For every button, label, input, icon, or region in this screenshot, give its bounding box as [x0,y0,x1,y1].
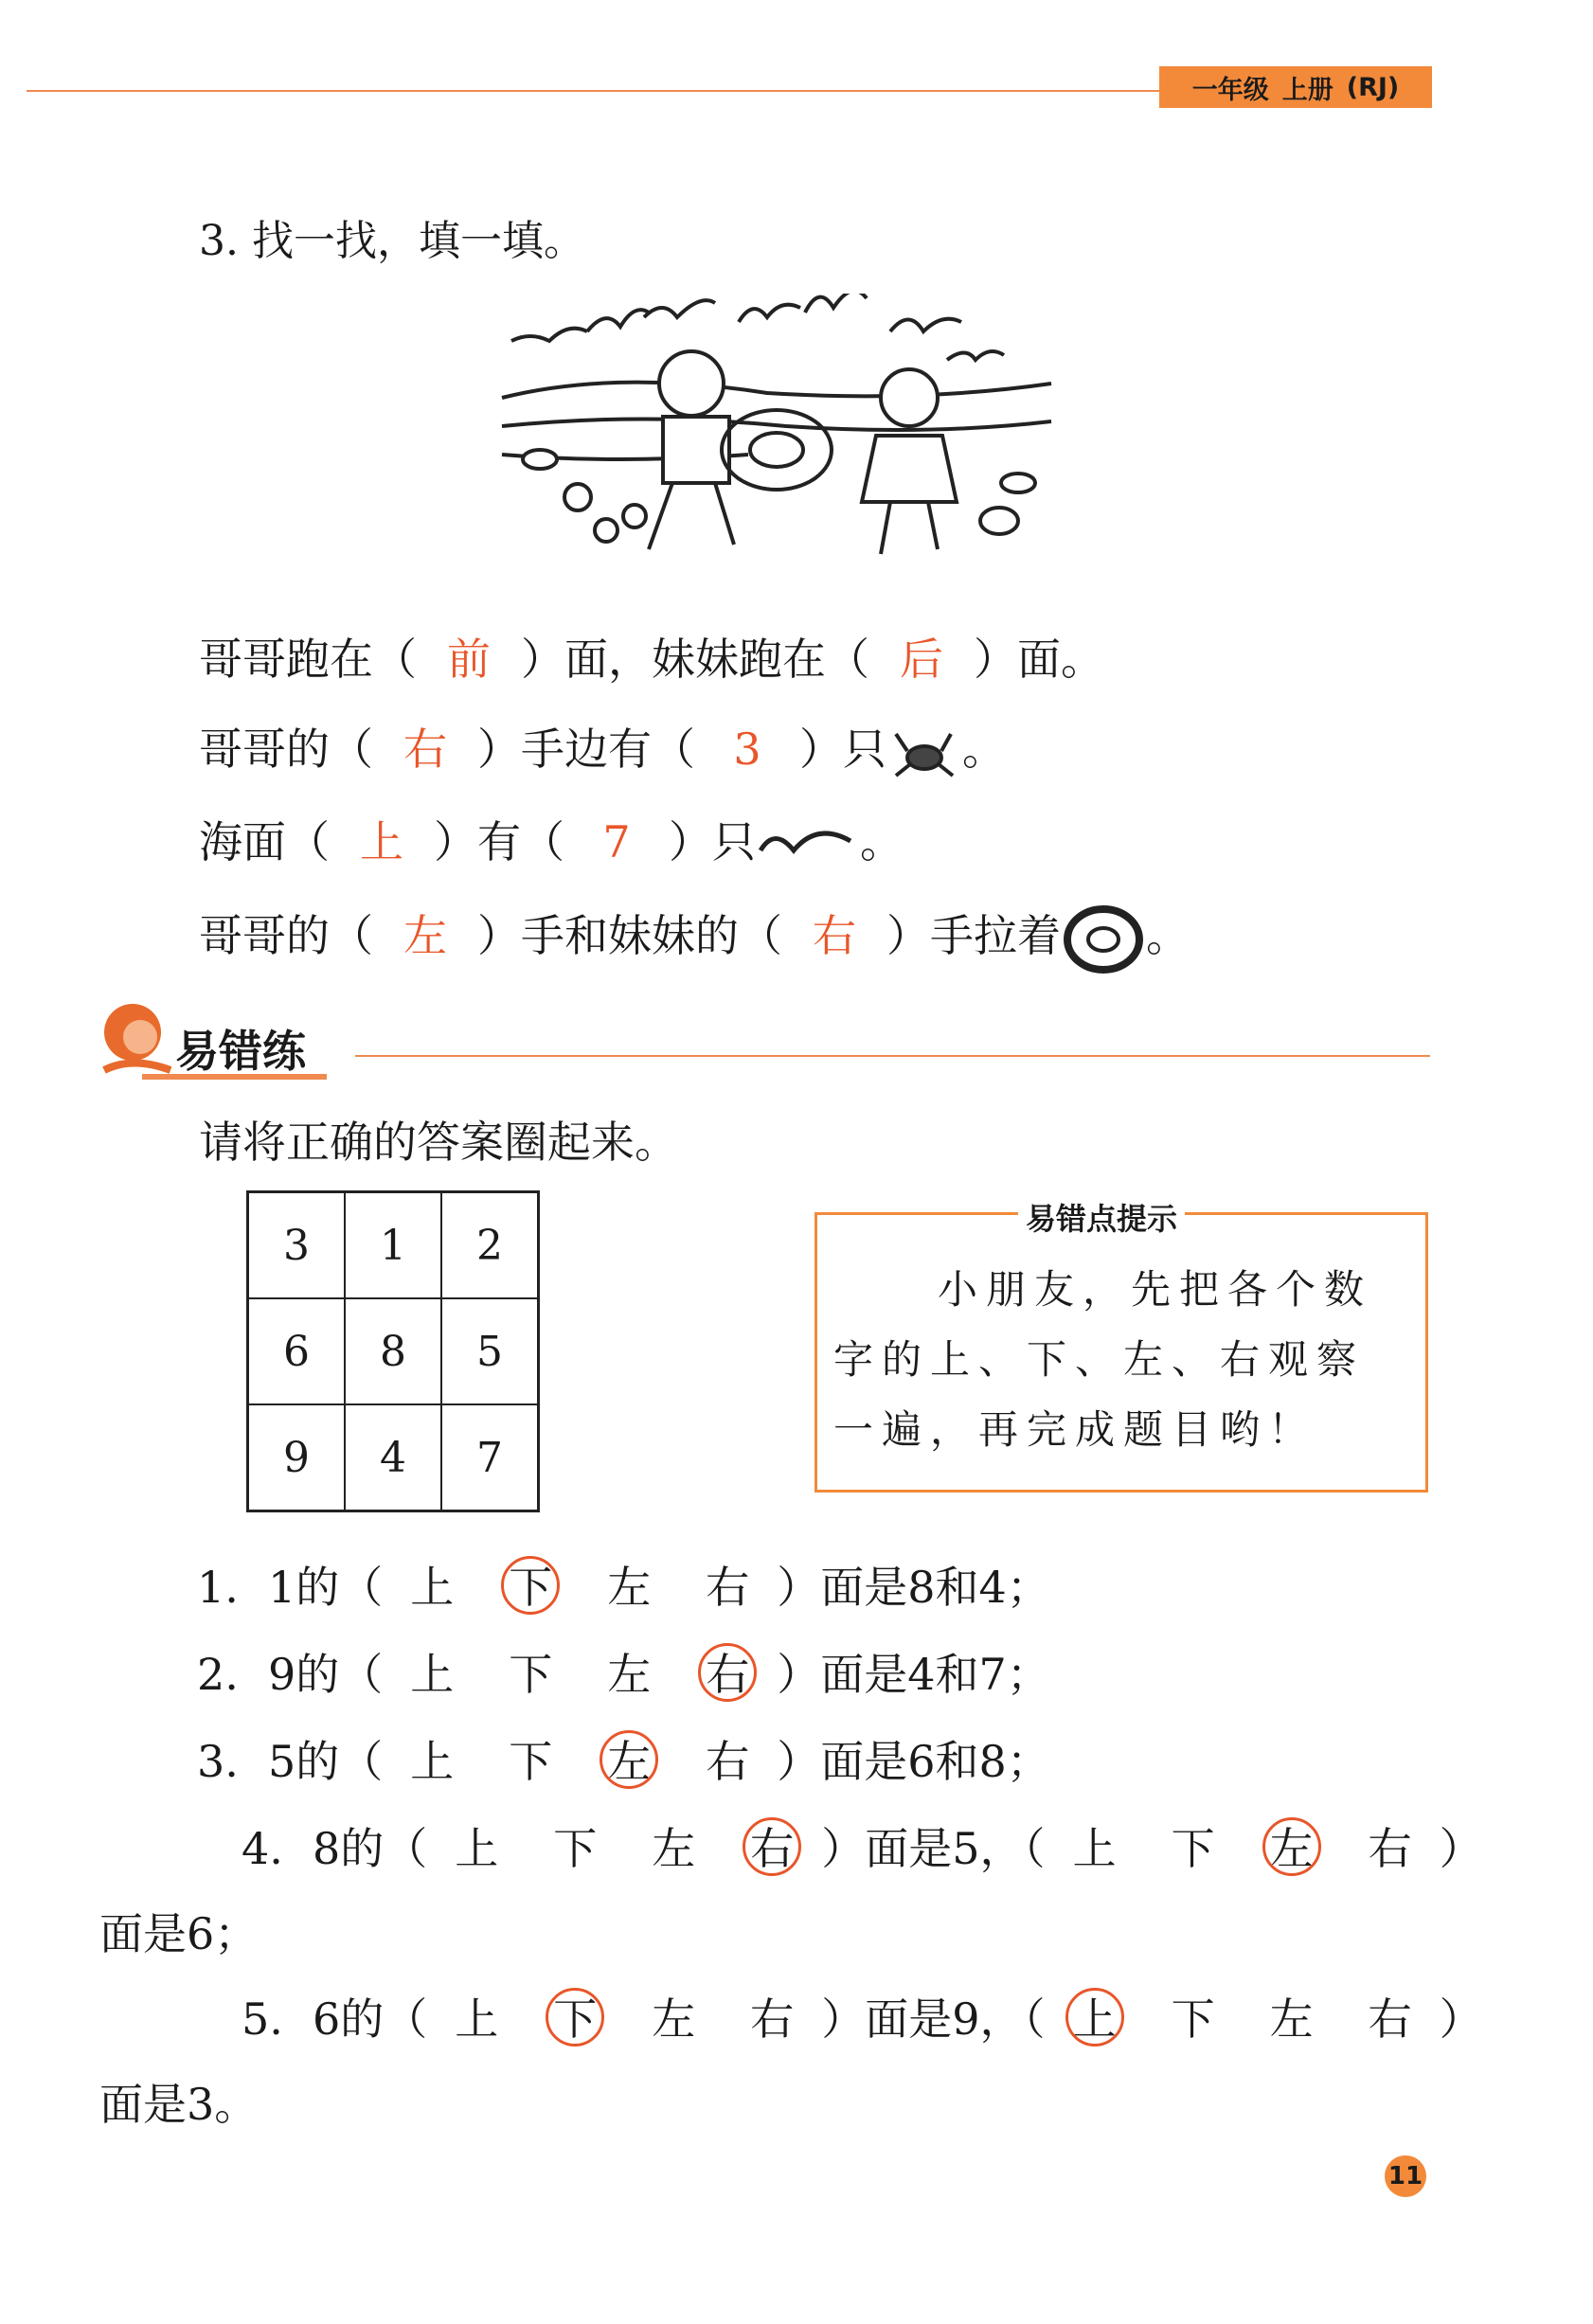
fill-line-4 [199,902,1190,975]
header-rule [27,90,1163,92]
grid-row [248,1192,539,1299]
grid-row [248,1404,539,1511]
item-line-1 [197,1553,1050,1616]
option-plain: 右 [750,1993,795,2045]
grid-cell: 8 [345,1298,441,1404]
line4-text-c: ）手拉着 [886,910,1061,961]
item-mid: ）面是5，（ [821,1823,1046,1874]
answer-crab-count: 3 [733,724,761,775]
answer-front: 前 [447,634,491,685]
seagull-1 [511,329,587,341]
option-plain: 上 [455,1993,499,2045]
item-tail: ）面是4和7； [777,1649,1050,1700]
option-plain: 上 [455,1823,499,1874]
line2-text-d: 。 [962,724,1006,775]
seagull-5 [805,294,867,313]
mascot-icon [95,994,180,1080]
option-plain: 左 [652,1823,696,1874]
edition-label: (RJ) [1346,72,1400,102]
life-ring [722,410,832,490]
item-tail: ） [1439,1993,1483,2045]
shell-icon [523,450,557,469]
option-plain: 下 [509,1736,553,1787]
section-title: 易错练 [175,1026,306,1077]
number-grid [246,1190,540,1512]
tip-text [833,1255,1411,1465]
line1-text-c: ）面。 [974,634,1104,685]
line2-text-a: 哥哥的（ [199,724,373,775]
grade-badge [1159,66,1432,108]
item-continuation-5: 面是3。 [99,2079,259,2130]
seagull-2 [587,310,649,331]
answer-right: 右 [403,724,447,775]
grid-cell: 3 [248,1192,346,1299]
option-circled: 右 [723,1815,821,1877]
option-plain: 下 [509,1649,553,1700]
grid-cell: 9 [248,1404,346,1511]
line3-text-c: ）只 [669,816,756,867]
option-circled: 右 [678,1640,777,1703]
item-subject: 6的（ [313,1993,428,2045]
item-number: 5. [242,1993,283,2045]
item-line-3 [197,1727,1050,1790]
item-number: 2. [197,1649,239,1700]
option-plain: 上 [410,1562,455,1613]
option-plain: 下 [1171,1823,1215,1874]
option-plain: 左 [607,1562,652,1613]
sister-body [862,436,957,502]
page-number: 11 [1385,2155,1426,2197]
item-subject: 1的（ [268,1562,384,1613]
item-number: 3. [197,1736,239,1787]
sister-head [881,369,938,426]
grade-label: 一年级 [1191,75,1269,105]
crab-icon-3 [595,519,618,542]
option-plain: 右 [706,1736,750,1787]
answer-right-2: 右 [813,910,856,961]
item-subject: 9的（ [268,1649,384,1700]
option-circled: 下 [526,1985,624,2047]
item-subject: 5的（ [268,1736,384,1787]
option-circled: 上 [1046,1985,1144,2047]
grid-cell: 6 [248,1298,346,1404]
tip-text-content: 小朋友，先把各个数字的上、下、左、右观察一遍，再完成题目哟！ [833,1266,1373,1453]
volume-label: 上册 [1281,75,1333,105]
line4-text-b: ）手和妹妹的（ [477,910,782,961]
stone-icon [980,508,1018,534]
answer-left: 左 [403,910,447,961]
item-tail: ） [1439,1823,1483,1874]
item-subject: 8的（ [313,1823,428,1874]
item-number: 4. [242,1823,283,1874]
option-plain: 上 [1072,1823,1117,1874]
line2-text-b: ）手边有（ [477,724,695,775]
fill-line-3 [199,808,904,870]
shell-icon-2 [1001,474,1035,492]
grid-row [248,1298,539,1404]
fill-line-1 [199,625,1104,688]
line3-text-a: 海面（ [199,816,330,867]
line4-text-a: 哥哥的（ [199,910,373,961]
crab-icon [886,724,962,781]
answer-gull-count: 7 [602,816,631,867]
option-plain: 上 [410,1736,455,1787]
item-line-2 [197,1640,1050,1703]
item-tail: ）面是8和4； [777,1562,1050,1613]
grid-cell: 4 [345,1404,441,1511]
seagull-4 [739,305,800,322]
item-line-5 [242,1985,1483,2047]
grid-cell: 2 [441,1192,539,1299]
crab-icon-2 [623,505,646,527]
line1-text-b: ）面，妹妹跑在（ [521,634,869,685]
seagull-7 [947,351,1004,360]
item-tail: ）面是6和8； [777,1736,1050,1787]
option-plain: 右 [706,1562,750,1613]
line4-text-d: 。 [1146,910,1190,961]
life-ring-icon [1061,903,1146,975]
line3-text-b: ）有（ [434,816,564,867]
option-plain: 右 [1368,1823,1412,1874]
option-plain: 下 [1171,1993,1215,2045]
fill-line-2 [199,715,1006,781]
tip-title: 易错点提示 [1018,1195,1185,1239]
line1-text-a: 哥哥跑在（ [199,634,417,685]
item-continuation-4: 面是6； [99,1908,259,1959]
beach-illustration [492,294,1061,568]
section-rule [355,1055,1430,1057]
answer-back: 后 [900,634,943,685]
grid-cell: 7 [441,1404,539,1511]
option-plain: 左 [652,1993,696,2045]
item-line-4 [242,1815,1483,1877]
option-circled: 下 [481,1553,580,1616]
seagull-6 [890,319,961,331]
instruction-text: 请将正确的答案圈起来。 [199,1117,678,1168]
item-number: 1. [197,1562,239,1613]
grid-cell: 1 [345,1192,441,1299]
question-3-title: 3. 找一找，填一填。 [199,217,585,265]
seagull-3 [644,300,715,317]
option-plain: 右 [1368,1993,1412,2045]
brother-body [663,417,729,483]
option-plain: 左 [1269,1993,1314,2045]
option-plain: 左 [607,1649,652,1700]
brother-head [659,351,724,416]
option-plain: 下 [553,1823,598,1874]
line3-text-d: 。 [860,816,904,867]
seagull-icon [756,822,860,869]
answer-up: 上 [360,816,403,867]
option-circled: 左 [1243,1815,1341,1877]
crab-icon [564,484,591,510]
item-mid: ）面是9，（ [821,1993,1046,2045]
grid-cell: 5 [441,1298,539,1404]
option-plain: 上 [410,1649,455,1700]
line2-text-c: ）只 [799,724,886,775]
option-circled: 左 [580,1727,678,1790]
